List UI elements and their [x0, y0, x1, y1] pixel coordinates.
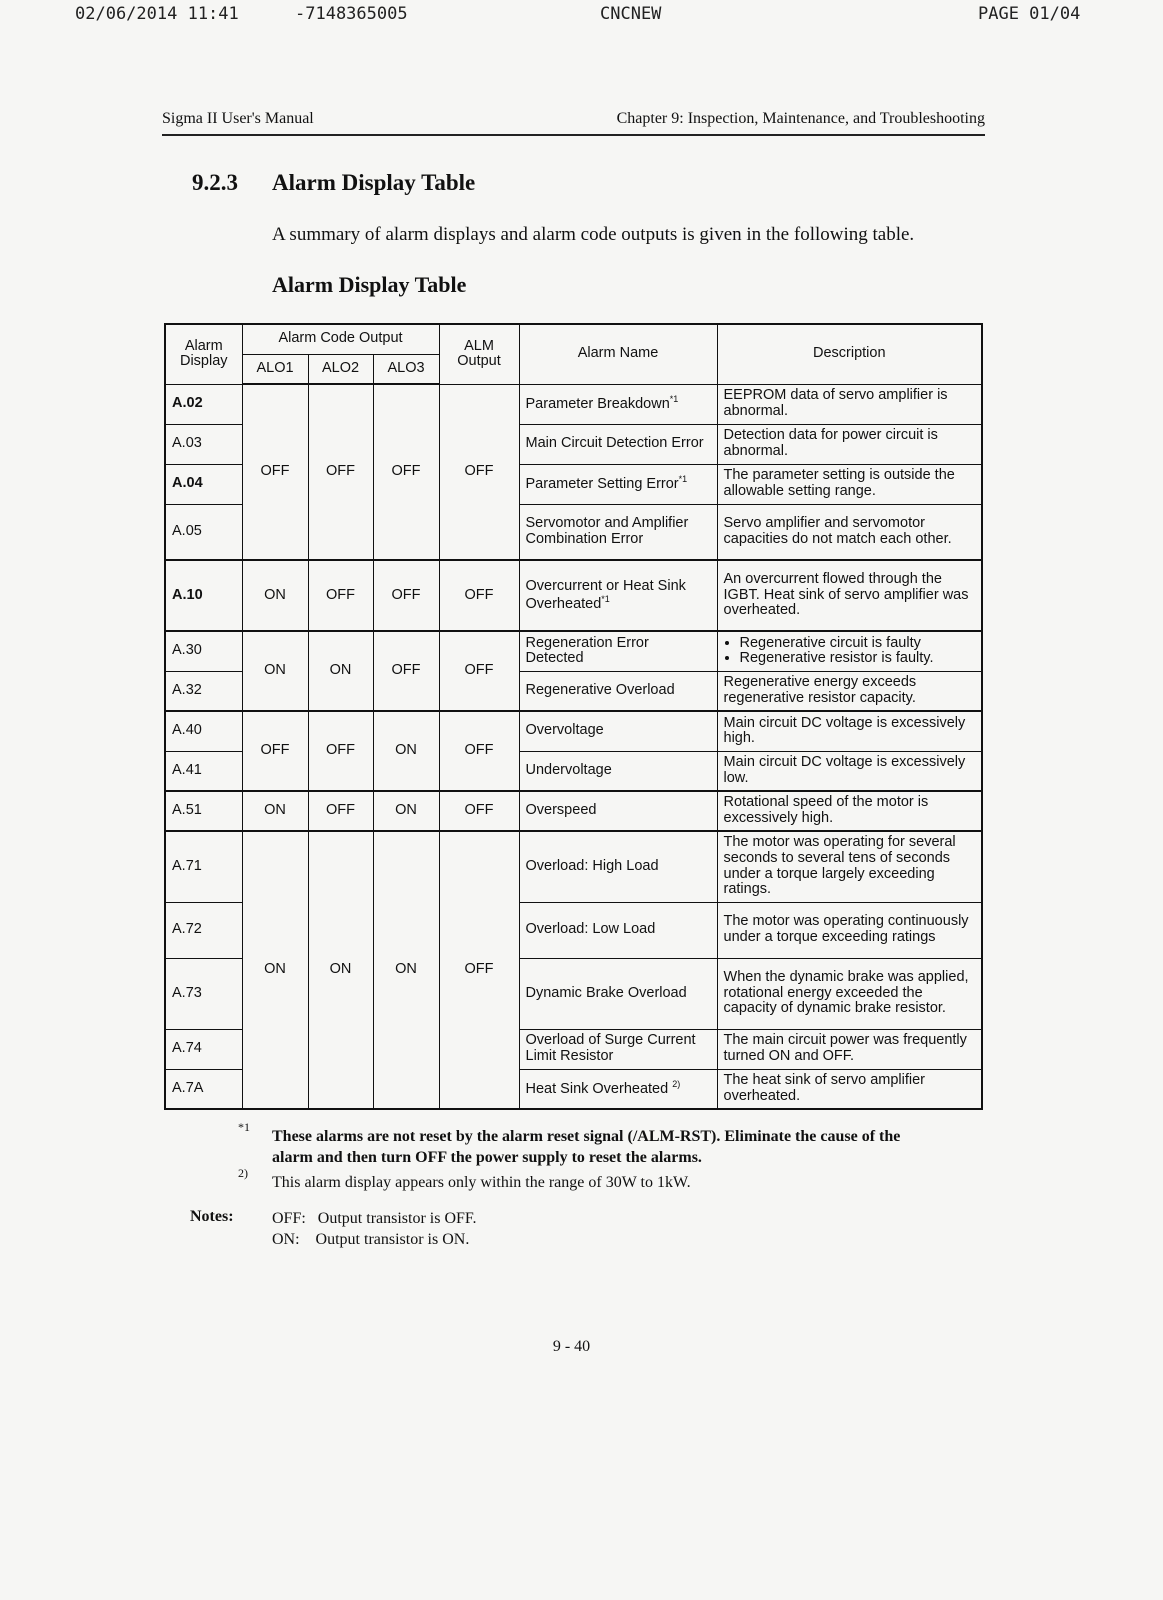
intro-paragraph: A summary of alarm displays and alarm code outputs is given in the following table. [272, 224, 915, 245]
header-alo1: ALO1 [242, 354, 308, 384]
alm-output-value: OFF [439, 791, 519, 831]
alarm-name: Servomotor and Amplifier Combination Error [519, 504, 717, 560]
alarm-name: Regeneration Error Detected [519, 631, 717, 671]
alarm-code: A.03 [165, 424, 242, 464]
alo3-value: ON [373, 791, 439, 831]
alarm-name: Parameter Breakdown$^{*1}$ [519, 384, 717, 424]
note-on: ON: Output transistor is ON. [272, 1231, 470, 1248]
section-number: 9.2.3 [192, 170, 238, 195]
alo1-value: OFF [242, 384, 308, 560]
footnote-mark: *1 [238, 1120, 250, 1134]
alo2-value: OFF [308, 791, 373, 831]
fax-date: 02/06/2014 11:41 [75, 4, 239, 24]
table-row [165, 711, 982, 751]
header-alo2: ALO2 [308, 354, 373, 384]
alarm-description: Main circuit DC voltage is excessively high. [717, 711, 982, 751]
alarm-name: Overload: High Load [519, 831, 717, 902]
fax-phone: -7148365005 [295, 4, 408, 24]
alarm-name: Overcurrent or Heat Sink Overheated$^{*1}$ [519, 560, 717, 631]
alarm-name: Regenerative Overload [519, 671, 717, 711]
alarm-code: A.41 [165, 751, 242, 791]
alarm-code: A.74 [165, 1029, 242, 1069]
table-row [165, 791, 982, 831]
alarm-code: A.30 [165, 631, 242, 671]
alm-output-value: OFF [439, 711, 519, 791]
alarm-description: The motor was operating continuously under a torque exceeding ratings [717, 902, 982, 958]
alarm-code: A.71 [165, 831, 242, 902]
alo2-value: ON [308, 831, 373, 1109]
alm-output-value: OFF [439, 560, 519, 631]
alarm-display-table [164, 323, 983, 1110]
alarm-code: A.51 [165, 791, 242, 831]
alarm-description: The heat sink of servo amplifier overheated. [717, 1069, 982, 1109]
alo2-value: OFF [308, 560, 373, 631]
footnote-ref: 2) [672, 1079, 681, 1089]
alarm-description: Servo amplifier and servomotor capacities do not match each other. [717, 504, 982, 560]
alo3-value: OFF [373, 631, 439, 711]
footnote-text: These alarms are not reset by the alarm reset signal (/ALM-RST). Eliminate the cause of the alarm and then turn OFF the power supply to reset the alarms. [272, 1128, 901, 1166]
alarm-name: Overvoltage [519, 711, 717, 751]
fax-page: PAGE 01/04 [978, 4, 1081, 24]
alarm-description: An overcurrent flowed through the IGBT. Heat sink of servo amplifier was overheated. [717, 560, 982, 631]
alarm-description: EEPROM data of servo amplifier is abnormal. [717, 384, 982, 424]
alarm-name: Dynamic Brake Overload [519, 958, 717, 1029]
table-title: Alarm Display Table [272, 272, 467, 297]
footnote-text: This alarm display appears only within the range of 30W to 1kW. [272, 1174, 691, 1191]
alarm-code: A.72 [165, 902, 242, 958]
section-title: Alarm Display Table [272, 170, 476, 195]
notes-label: Notes: [190, 1208, 234, 1225]
alarm-description: When the dynamic brake was applied, rotational energy exceeded the capacity of dynamic brake resistor. [717, 958, 982, 1029]
section-heading [192, 170, 475, 196]
header-alo3: ALO3 [373, 354, 439, 384]
alo2-value: OFF [308, 384, 373, 560]
footnote-mark: 2) [238, 1166, 248, 1180]
chapter-title: Chapter 9: Inspection, Maintenance, and Troubleshooting [616, 110, 985, 127]
header-alarm-display: Alarm Display [165, 324, 242, 384]
note-off: OFF: Output transistor is OFF. [272, 1210, 477, 1227]
footnote-ref: *1 [601, 593, 610, 604]
alo2-value: ON [308, 631, 373, 711]
alo1-value: OFF [242, 711, 308, 791]
page-number: 9 - 40 [552, 1338, 591, 1355]
alo3-value: ON [373, 831, 439, 1109]
alo1-value: ON [242, 560, 308, 631]
alarm-description: Main circuit DC voltage is excessively low. [717, 751, 982, 791]
alo2-value: OFF [308, 711, 373, 791]
alarm-description: Detection data for power circuit is abnormal. [717, 424, 982, 464]
alm-output-value: OFF [439, 384, 519, 560]
header-alarm-code-output: Alarm Code Output [242, 324, 439, 354]
alo3-value: OFF [373, 560, 439, 631]
alo1-value: ON [242, 791, 308, 831]
fax-station: CNCNEW [600, 4, 662, 24]
alo3-value: OFF [373, 384, 439, 560]
description-bullet: • Regenerative resistor is faulty. [740, 651, 976, 667]
header-alm-output: ALM Output [439, 324, 519, 384]
alarm-code: A.10 [165, 560, 242, 631]
alarm-name: Undervoltage [519, 751, 717, 791]
alarm-code: A.40 [165, 711, 242, 751]
alo1-value: ON [242, 631, 308, 711]
table-row [165, 831, 982, 902]
header-description: Description [717, 324, 982, 384]
description-bullet: • Regenerative circuit is faulty [740, 636, 976, 652]
alm-output-value: OFF [439, 831, 519, 1109]
alarm-name: Overspeed [519, 791, 717, 831]
alarm-description: The parameter setting is outside the allowable setting range. [717, 464, 982, 504]
running-head [162, 108, 985, 136]
notes [272, 1208, 477, 1250]
alm-output-value: OFF [439, 631, 519, 711]
alarm-description: Rotational speed of the motor is excessively high. [717, 791, 982, 831]
alarm-name: Overload of Surge Current Limit Resistor [519, 1029, 717, 1069]
alarm-code: A.7A [165, 1069, 242, 1109]
footnote-ref: *1 [678, 474, 688, 485]
table-row [165, 631, 982, 671]
table-row [165, 384, 982, 424]
alarm-code: A.73 [165, 958, 242, 1029]
alarm-code: A.32 [165, 671, 242, 711]
alarm-description [717, 631, 982, 671]
alarm-name: Heat Sink Overheated $^{2)}$ [519, 1069, 717, 1109]
manual-title: Sigma II User's Manual [162, 110, 314, 127]
alarm-code: A.05 [165, 504, 242, 560]
alarm-name: Main Circuit Detection Error [519, 424, 717, 464]
header-alarm-name: Alarm Name [519, 324, 717, 384]
alarm-description: The main circuit power was frequently turned ON and OFF. [717, 1029, 982, 1069]
alarm-code: A.04 [165, 464, 242, 504]
table-row [165, 560, 982, 631]
fax-header [0, 2, 1163, 26]
alarm-name: Overload: Low Load [519, 902, 717, 958]
alarm-code: A.02 [165, 384, 242, 424]
alarm-description: The motor was operating for several seconds to several tens of seconds under a torque largely exceeding ratings. [717, 831, 982, 902]
alo1-value: ON [242, 831, 308, 1109]
footnote-ref: *1 [669, 394, 679, 405]
alarm-description: Regenerative energy exceeds regenerative resistor capacity. [717, 671, 982, 711]
alo3-value: ON [373, 711, 439, 791]
alarm-name: Parameter Setting Error$^{*1}$ [519, 464, 717, 504]
